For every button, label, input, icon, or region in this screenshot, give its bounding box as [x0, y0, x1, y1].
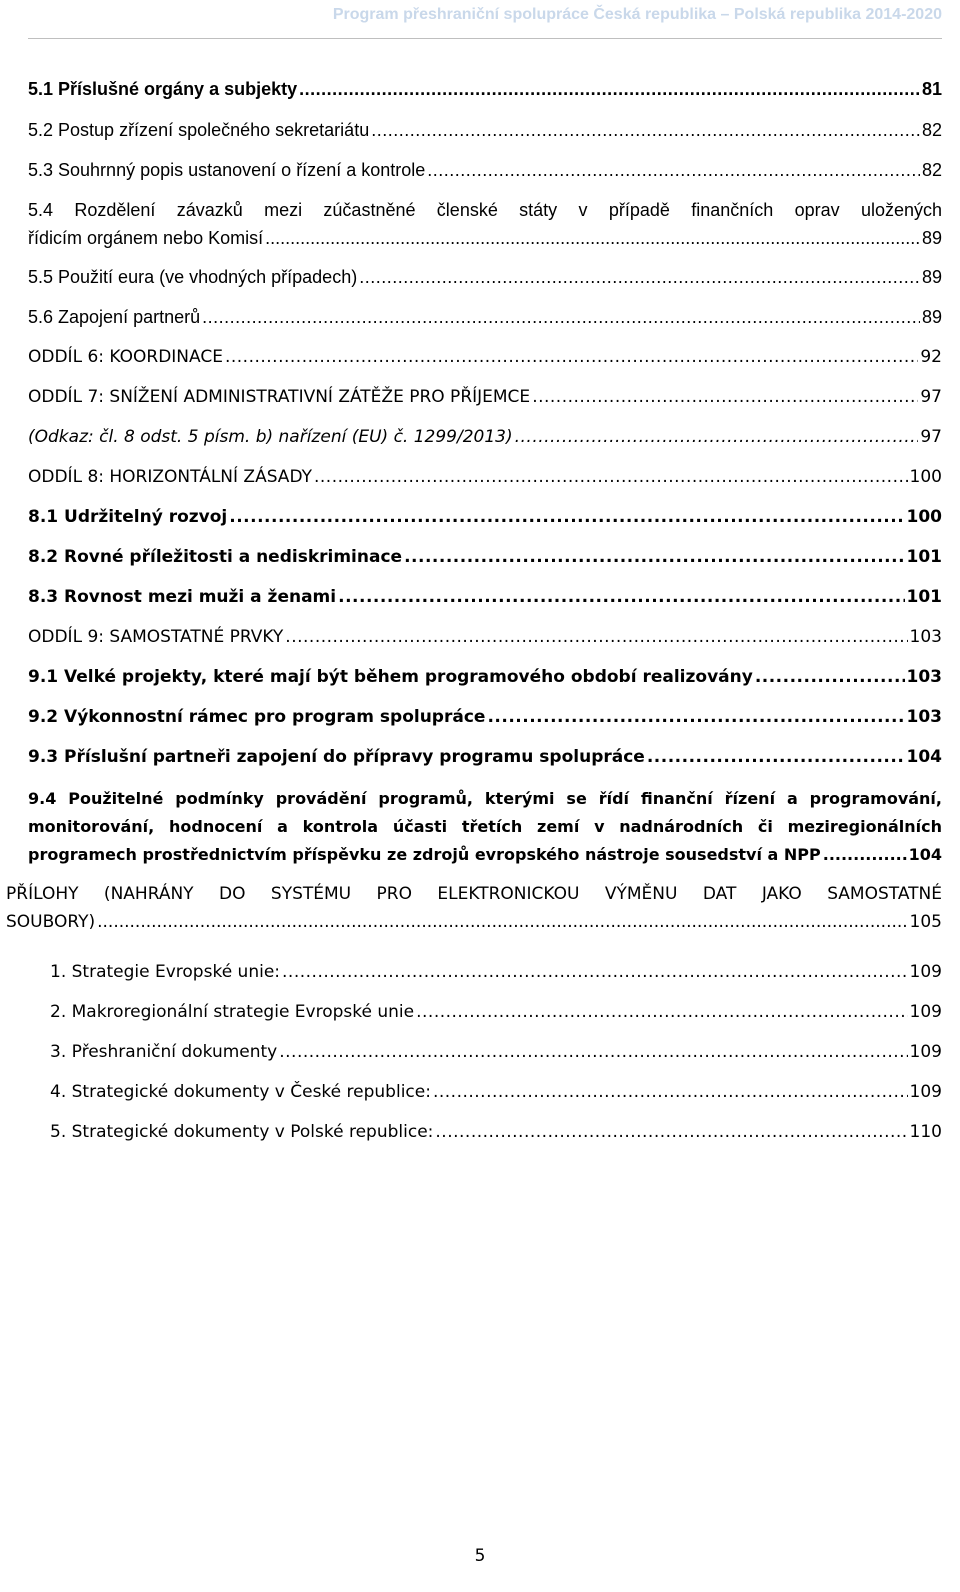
toc-page-number: 109: [909, 1002, 942, 1022]
toc-entry-label: ODDÍL 6: KOORDINACE: [28, 347, 223, 367]
toc-page-number: 89: [921, 267, 942, 287]
toc-page-number: 109: [909, 1082, 942, 1102]
toc-entry-last-line: [28, 224, 942, 252]
dot-leader: [755, 664, 905, 690]
toc-entry-8-1[interactable]: [28, 504, 942, 530]
toc-entry-label: 9.1 Velké projekty, které mají být během programového období realizovány: [28, 667, 753, 687]
toc-entry-label-line-2: řídicím orgánem nebo Komisí: [28, 228, 264, 248]
dot-leader: [435, 1119, 907, 1145]
toc-page-number: 97: [920, 387, 942, 407]
toc-entry-label: 5.5 Použití eura (ve vhodných případech): [28, 267, 358, 287]
toc-entry-priloha-1[interactable]: [50, 959, 942, 985]
toc-entry-label-line-1: 9.4 Použitelné podmínky provádění programů, kterými se řídí finanční řízení a programování,: [28, 789, 942, 808]
toc-entry-label: 5.2 Postup zřízení společného sekretariátu: [28, 120, 370, 140]
dot-leader: [532, 384, 918, 410]
toc-entry-5-2[interactable]: [28, 117, 942, 143]
toc-entry-label: ODDÍL 7: SNÍŽENÍ ADMINISTRATIVNÍ ZÁTĚŽE PRO PŘÍJEMCE: [28, 387, 531, 407]
toc-entry-prilohy[interactable]: [6, 880, 942, 936]
toc-entry-label-line-2: SOUBORY): [6, 912, 96, 932]
dot-leader: [515, 424, 919, 450]
toc-entry-label-line-1: PŘÍLOHY (NAHRÁNY DO SYSTÉMU PRO ELEKTRONICKOU VÝMĚNU DAT JAKO SAMOSTATNÉ: [6, 884, 942, 904]
dot-leader: [427, 157, 920, 183]
toc-entry-label: ODDÍL 8: HORIZONTÁLNÍ ZÁSADY: [28, 467, 312, 487]
toc-entry-priloha-2[interactable]: [50, 999, 942, 1025]
toc-page-number: 100: [906, 507, 942, 527]
dot-leader: [97, 908, 907, 936]
toc-entry-last-line: [28, 841, 942, 869]
dot-leader: [285, 624, 907, 650]
toc-entry-oddil-7[interactable]: [28, 384, 942, 410]
dot-leader: [299, 76, 920, 102]
toc-entry-5-3[interactable]: [28, 157, 942, 183]
page-number: 5: [474, 1546, 486, 1566]
toc-entry-priloha-3[interactable]: [50, 1039, 942, 1065]
toc-page-number: 104: [908, 845, 942, 864]
toc-entry-9-2[interactable]: [28, 704, 942, 730]
toc-entry-5-1[interactable]: [28, 76, 942, 102]
toc-page-number: 109: [909, 1042, 942, 1062]
toc-entry-label: 8.2 Rovné příležitosti a nediskriminace: [28, 547, 403, 567]
toc-page-number: 81: [921, 79, 942, 99]
toc-entry-label: (Odkaz: čl. 8 odst. 5 písm. b) nařízení (EU) č. 1299/2013): [28, 427, 513, 447]
toc-page-number: 101: [906, 587, 942, 607]
toc-page-number: 82: [921, 120, 942, 140]
toc-entry-oddil-6[interactable]: [28, 344, 942, 370]
toc-page-number: 110: [909, 1122, 942, 1142]
dot-leader: [202, 304, 920, 330]
toc-entry-oddil-7-reference[interactable]: [28, 424, 942, 450]
running-header: Program přeshraniční spolupráce Česká republika – Polská republika 2014-2020: [332, 6, 942, 23]
dot-leader: [314, 464, 908, 490]
toc-page-number: 89: [921, 228, 942, 248]
dot-leader: [487, 704, 904, 730]
toc-entry-label: 9.2 Výkonnostní rámec pro program spolupráce: [28, 707, 486, 727]
toc-page-number: 103: [906, 667, 942, 687]
toc-page-number: 100: [909, 467, 942, 487]
toc-entry-oddil-8[interactable]: [28, 464, 942, 490]
toc-entry-8-3[interactable]: [28, 584, 942, 610]
toc-entry-5-5[interactable]: [28, 264, 942, 290]
toc-entry-label-line-2: monitorování, hodnocení a kontrola účasti třetích zemí v nadnárodních či meziregionálních: [28, 817, 942, 836]
dot-leader: [416, 999, 907, 1025]
toc-entry-5-6[interactable]: [28, 304, 942, 330]
toc-entry-8-2[interactable]: [28, 544, 942, 570]
dot-leader: [823, 841, 907, 869]
toc-page-number: 103: [909, 627, 942, 647]
toc-page-number: 103: [906, 707, 942, 727]
toc-entry-label: 5.3 Souhrnný popis ustanovení o řízení a kontrole: [28, 160, 426, 180]
toc-entry-5-4[interactable]: [28, 196, 942, 252]
dot-leader: [225, 344, 918, 370]
toc-page-number: 109: [909, 962, 942, 982]
toc-entry-label: 5.6 Zapojení partnerů: [28, 307, 201, 327]
dot-leader: [282, 959, 908, 985]
dot-leader: [265, 224, 920, 252]
toc-page-number: 101: [906, 547, 942, 567]
toc-entry-9-1[interactable]: [28, 664, 942, 690]
dot-leader: [279, 1039, 907, 1065]
toc-page-number: 82: [921, 160, 942, 180]
toc-entry-priloha-5[interactable]: [50, 1119, 942, 1145]
toc-entry-label: 5. Strategické dokumenty v Polské republice:: [50, 1122, 434, 1142]
dot-leader: [647, 744, 905, 770]
toc-page-number: 105: [909, 912, 942, 932]
toc-entry-label: 8.3 Rovnost mezi muži a ženami: [28, 587, 337, 607]
toc-entry-9-4[interactable]: [28, 785, 942, 869]
toc-page-number: 89: [921, 307, 942, 327]
toc-entry-label: 1. Strategie Evropské unie:: [50, 962, 281, 982]
dot-leader: [359, 264, 920, 290]
dot-leader: [229, 504, 904, 530]
toc-entry-label-line-1: 5.4 Rozdělení závazků mezi zúčastněné členské státy v případě finančních oprav uložených: [28, 200, 942, 220]
toc-entry-label: 4. Strategické dokumenty v České republice:: [50, 1082, 431, 1102]
toc-entry-oddil-9[interactable]: [28, 624, 942, 650]
dot-leader: [433, 1079, 908, 1105]
toc-entry-label: 5.1 Příslušné orgány a subjekty: [28, 79, 298, 99]
toc-entry-label: ODDÍL 9: SAMOSTATNÉ PRVKY: [28, 627, 284, 647]
dot-leader: [371, 117, 920, 143]
toc-entry-label: 8.1 Udržitelný rozvoj: [28, 507, 228, 527]
toc-entry-label: 3. Přeshraniční dokumenty: [50, 1042, 278, 1062]
toc-page-number: 104: [906, 747, 942, 767]
toc-entry-label-line-3: programech prostřednictvím příspěvku ze zdrojů evropského nástroje sousedství a NPP: [28, 845, 821, 864]
toc-entry-priloha-4[interactable]: [50, 1079, 942, 1105]
toc-entry-label: 2. Makroregionální strategie Evropské unie: [50, 1002, 415, 1022]
toc-entry-9-3[interactable]: [28, 744, 942, 770]
dot-leader: [338, 584, 904, 610]
toc-page-number: 92: [920, 347, 942, 367]
toc-page-number: 97: [920, 427, 942, 447]
dot-leader: [404, 544, 904, 570]
toc-entry-last-line: [6, 908, 942, 936]
toc-entry-label: 9.3 Příslušní partneři zapojení do přípravy programu spolupráce: [28, 747, 645, 767]
header-divider: [28, 38, 942, 39]
